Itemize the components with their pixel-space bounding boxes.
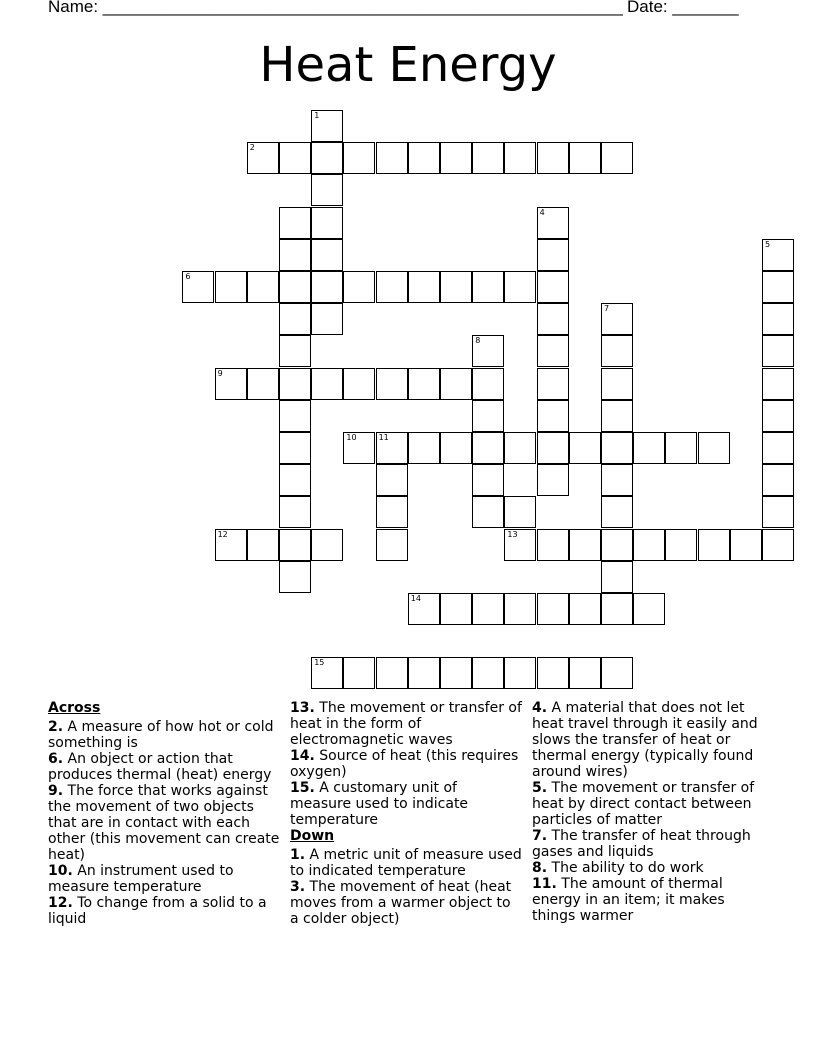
crossword-cell[interactable] (762, 432, 794, 464)
crossword-cell[interactable] (698, 529, 730, 561)
crossword-cell[interactable] (279, 496, 311, 528)
crossword-cell[interactable] (472, 496, 504, 528)
crossword-cell[interactable] (311, 529, 343, 561)
crossword-cell[interactable] (440, 593, 472, 625)
crossword-cell[interactable] (408, 368, 440, 400)
clue-item-number: 9. (48, 783, 64, 799)
crossword-cell[interactable] (311, 239, 343, 271)
clue-item-text: The transfer of heat through gases and liquids (532, 828, 751, 860)
crossword-cell[interactable] (279, 335, 311, 367)
crossword-cell[interactable] (762, 271, 794, 303)
clue-item-number: 8. (532, 860, 548, 876)
down-heading: Down (290, 828, 335, 844)
crossword-cell[interactable] (762, 303, 794, 335)
crossword-cell[interactable] (569, 432, 601, 464)
clue-item-text: A customary unit of measure used to indicate temperature (290, 780, 469, 828)
clue-number: 6 (185, 272, 191, 281)
crossword-cell[interactable] (343, 368, 375, 400)
clue-number: 7 (604, 304, 610, 314)
crossword-cell[interactable] (762, 464, 794, 496)
crossword-cell[interactable] (279, 368, 311, 400)
crossword-cell[interactable] (279, 561, 311, 593)
crossword-cell[interactable] (440, 368, 472, 400)
crossword-cell[interactable] (247, 529, 279, 561)
crossword-cell[interactable] (311, 207, 343, 239)
clue-item (532, 828, 768, 860)
name-field[interactable]: Name: _______________________________________________________ (48, 0, 623, 16)
clue-item (48, 751, 284, 783)
crossword-cell[interactable] (343, 432, 375, 464)
crossword-cell[interactable] (215, 271, 247, 303)
crossword-cell[interactable] (762, 239, 794, 271)
crossword-cell[interactable] (762, 496, 794, 528)
clue-number: 13 (507, 529, 518, 539)
crossword-cell[interactable] (279, 464, 311, 496)
crossword-cell[interactable] (311, 657, 343, 689)
clue-item (290, 748, 522, 780)
crossword-cell[interactable] (762, 335, 794, 367)
crossword-cell[interactable] (601, 464, 633, 496)
crossword-cell[interactable] (215, 529, 247, 561)
clue-item-number: 15. (290, 780, 315, 796)
clue-number: 12 (217, 529, 228, 539)
clue-item (290, 780, 522, 828)
crossword-cell[interactable] (698, 432, 730, 464)
crossword-cell[interactable] (472, 335, 504, 367)
crossword-cell[interactable] (762, 529, 794, 561)
clue-item (290, 700, 522, 748)
crossword-cell[interactable] (311, 368, 343, 400)
clue-item-number: 1. (290, 847, 306, 863)
crossword-cell[interactable] (279, 400, 311, 432)
crossword-cell[interactable] (472, 657, 504, 689)
crossword-cell[interactable] (376, 432, 408, 464)
clue-number: 8 (475, 336, 481, 346)
crossword-cell[interactable] (215, 368, 247, 400)
page-title: Heat Energy (259, 37, 557, 93)
clue-item-text: Source of heat (this requires oxygen) (290, 748, 519, 780)
crossword-cell[interactable] (279, 529, 311, 561)
crossword-cell[interactable] (537, 239, 569, 271)
clue-item-text: A measure of how hot or cold something is (48, 719, 274, 751)
crossword-cell[interactable] (376, 657, 408, 689)
crossword-cell[interactable] (472, 142, 504, 174)
crossword-cell[interactable] (279, 142, 311, 174)
crossword-cell[interactable] (311, 271, 343, 303)
crossword-cell[interactable] (311, 174, 343, 206)
crossword-cell[interactable] (537, 400, 569, 432)
crossword-cell[interactable] (279, 303, 311, 335)
crossword-cell[interactable] (569, 529, 601, 561)
crossword-cell[interactable] (279, 207, 311, 239)
clue-item (48, 719, 284, 751)
crossword-cell[interactable] (601, 496, 633, 528)
clue-item (532, 700, 768, 780)
crossword-cell[interactable] (601, 368, 633, 400)
crossword-cell[interactable] (376, 368, 408, 400)
crossword-cell[interactable] (311, 142, 343, 174)
crossword-cell[interactable] (633, 432, 665, 464)
across-heading: Across (48, 700, 101, 716)
clue-item-number: 11. (532, 876, 557, 892)
crossword-cell[interactable] (408, 432, 440, 464)
crossword-cell[interactable] (633, 529, 665, 561)
crossword-cell[interactable] (601, 561, 633, 593)
crossword-cell[interactable] (376, 496, 408, 528)
crossword-cell[interactable] (472, 593, 504, 625)
crossword-cell[interactable] (376, 271, 408, 303)
crossword-cell[interactable] (601, 335, 633, 367)
crossword-cell[interactable] (343, 271, 375, 303)
crossword-cell[interactable] (440, 657, 472, 689)
crossword-cell[interactable] (472, 271, 504, 303)
crossword-cell[interactable] (408, 657, 440, 689)
crossword-cell[interactable] (504, 142, 536, 174)
crossword-cell[interactable] (537, 657, 569, 689)
crossword-cell[interactable] (537, 593, 569, 625)
crossword-cell[interactable] (504, 432, 536, 464)
crossword-cell[interactable] (601, 400, 633, 432)
clue-item-text: An instrument used to measure temperature (48, 863, 234, 895)
clue-item-number: 12. (48, 895, 73, 911)
clue-item-text: To change from a solid to a liquid (48, 895, 267, 927)
clue-item-number: 13. (290, 700, 315, 716)
crossword-cell[interactable] (440, 432, 472, 464)
crossword-cell[interactable] (343, 142, 375, 174)
clue-item (48, 895, 284, 927)
crossword-cell[interactable] (537, 207, 569, 239)
crossword-cell[interactable] (408, 142, 440, 174)
crossword-cell[interactable] (762, 400, 794, 432)
crossword-cell[interactable] (537, 368, 569, 400)
crossword-cell[interactable] (504, 496, 536, 528)
clue-item (532, 860, 768, 876)
clue-item-text: The movement of heat (heat moves from a warmer object to a colder object) (290, 879, 512, 927)
crossword-cell[interactable] (601, 142, 633, 174)
crossword-cell[interactable] (762, 368, 794, 400)
clue-item-text: The movement or transfer of heat by direct contact between particles of matter (532, 780, 755, 828)
clue-item-text: The amount of thermal energy in an item; it makes things warmer (532, 876, 725, 924)
crossword-cell[interactable] (537, 142, 569, 174)
crossword-cell[interactable] (665, 432, 697, 464)
crossword-cell[interactable] (440, 271, 472, 303)
clue-number: 14 (410, 594, 421, 603)
clue-number: 11 (378, 433, 389, 442)
clues-column-3 (532, 700, 768, 924)
clue-item-text: A material that does not let heat travel through it easily and slows the transfer of heat or thermal energy (typically found around wires) (532, 700, 758, 780)
crossword-cell[interactable] (569, 593, 601, 625)
crossword-cell[interactable] (408, 593, 440, 625)
crossword-cell[interactable] (279, 271, 311, 303)
clue-item-number: 4. (532, 700, 548, 716)
clue-item-number: 5. (532, 780, 548, 796)
clue-number: 4 (539, 207, 545, 217)
crossword-cell[interactable] (376, 142, 408, 174)
crossword-cell[interactable] (472, 400, 504, 432)
crossword-cell[interactable] (408, 271, 440, 303)
crossword-cell[interactable] (472, 432, 504, 464)
clue-number: 2 (249, 143, 255, 153)
crossword-cell[interactable] (601, 657, 633, 689)
crossword-cell[interactable] (311, 110, 343, 142)
clue-item (290, 847, 522, 879)
crossword-cell[interactable] (537, 432, 569, 464)
crossword-cell[interactable] (343, 657, 375, 689)
crossword-cell[interactable] (504, 657, 536, 689)
clues-column-2 (290, 700, 522, 927)
crossword-cell[interactable] (472, 464, 504, 496)
crossword-cell[interactable] (504, 271, 536, 303)
crossword-cell[interactable] (504, 529, 536, 561)
crossword-cell[interactable] (569, 142, 601, 174)
crossword-cell[interactable] (311, 303, 343, 335)
crossword-cell[interactable] (376, 464, 408, 496)
clue-item-number: 3. (290, 879, 306, 895)
clue-item (48, 863, 284, 895)
clue-item-text: The ability to do work (551, 860, 704, 876)
crossword-cell[interactable] (247, 142, 279, 174)
clue-item-number: 7. (532, 828, 548, 844)
crossword-cell[interactable] (537, 335, 569, 367)
clue-item-number: 2. (48, 719, 64, 735)
clue-item-number: 14. (290, 748, 315, 764)
clue-item (290, 879, 522, 927)
crossword-cell[interactable] (730, 529, 762, 561)
crossword-cell[interactable] (665, 529, 697, 561)
crossword-cell[interactable] (440, 142, 472, 174)
crossword-cell[interactable] (601, 529, 633, 561)
clue-item-text: A metric unit of measure used to indicated temperature (290, 847, 522, 879)
clue-number: 9 (217, 368, 223, 378)
crossword-cell[interactable] (279, 239, 311, 271)
clue-item-text: The movement or transfer of heat in the form of electromagnetic waves (290, 700, 522, 748)
crossword-cell[interactable] (601, 593, 633, 625)
crossword-cell[interactable] (537, 271, 569, 303)
crossword-cell[interactable] (601, 303, 633, 335)
crossword-cell[interactable] (633, 593, 665, 625)
crossword-cell[interactable] (247, 368, 279, 400)
clue-number: 1 (314, 111, 320, 120)
clue-item (532, 876, 768, 924)
clue-item (532, 780, 768, 828)
clue-item-number: 6. (48, 751, 64, 767)
crossword-cell[interactable] (601, 432, 633, 464)
crossword-cell[interactable] (247, 271, 279, 303)
crossword-cell[interactable] (472, 368, 504, 400)
crossword-cell[interactable] (182, 271, 214, 303)
crossword-cell[interactable] (504, 593, 536, 625)
crossword-cell[interactable] (537, 464, 569, 496)
date-field[interactable]: Date: _______ (627, 0, 739, 16)
clue-item-number: 10. (48, 863, 73, 879)
clue-item-text: An object or action that produces thermal (heat) energy (48, 751, 272, 783)
crossword-cell[interactable] (537, 529, 569, 561)
crossword-cell[interactable] (537, 303, 569, 335)
clue-item (48, 783, 284, 863)
clue-number: 5 (765, 239, 771, 249)
clue-number: 10 (346, 433, 357, 442)
clues-column-1 (48, 700, 284, 927)
crossword-cell[interactable] (279, 432, 311, 464)
crossword-cell[interactable] (569, 657, 601, 689)
crossword-cell[interactable] (376, 529, 408, 561)
clue-number: 15 (314, 658, 325, 668)
clue-item-text: The force that works against the movement of two objects that are in contact with each other (this movement can create heat) (48, 783, 280, 863)
